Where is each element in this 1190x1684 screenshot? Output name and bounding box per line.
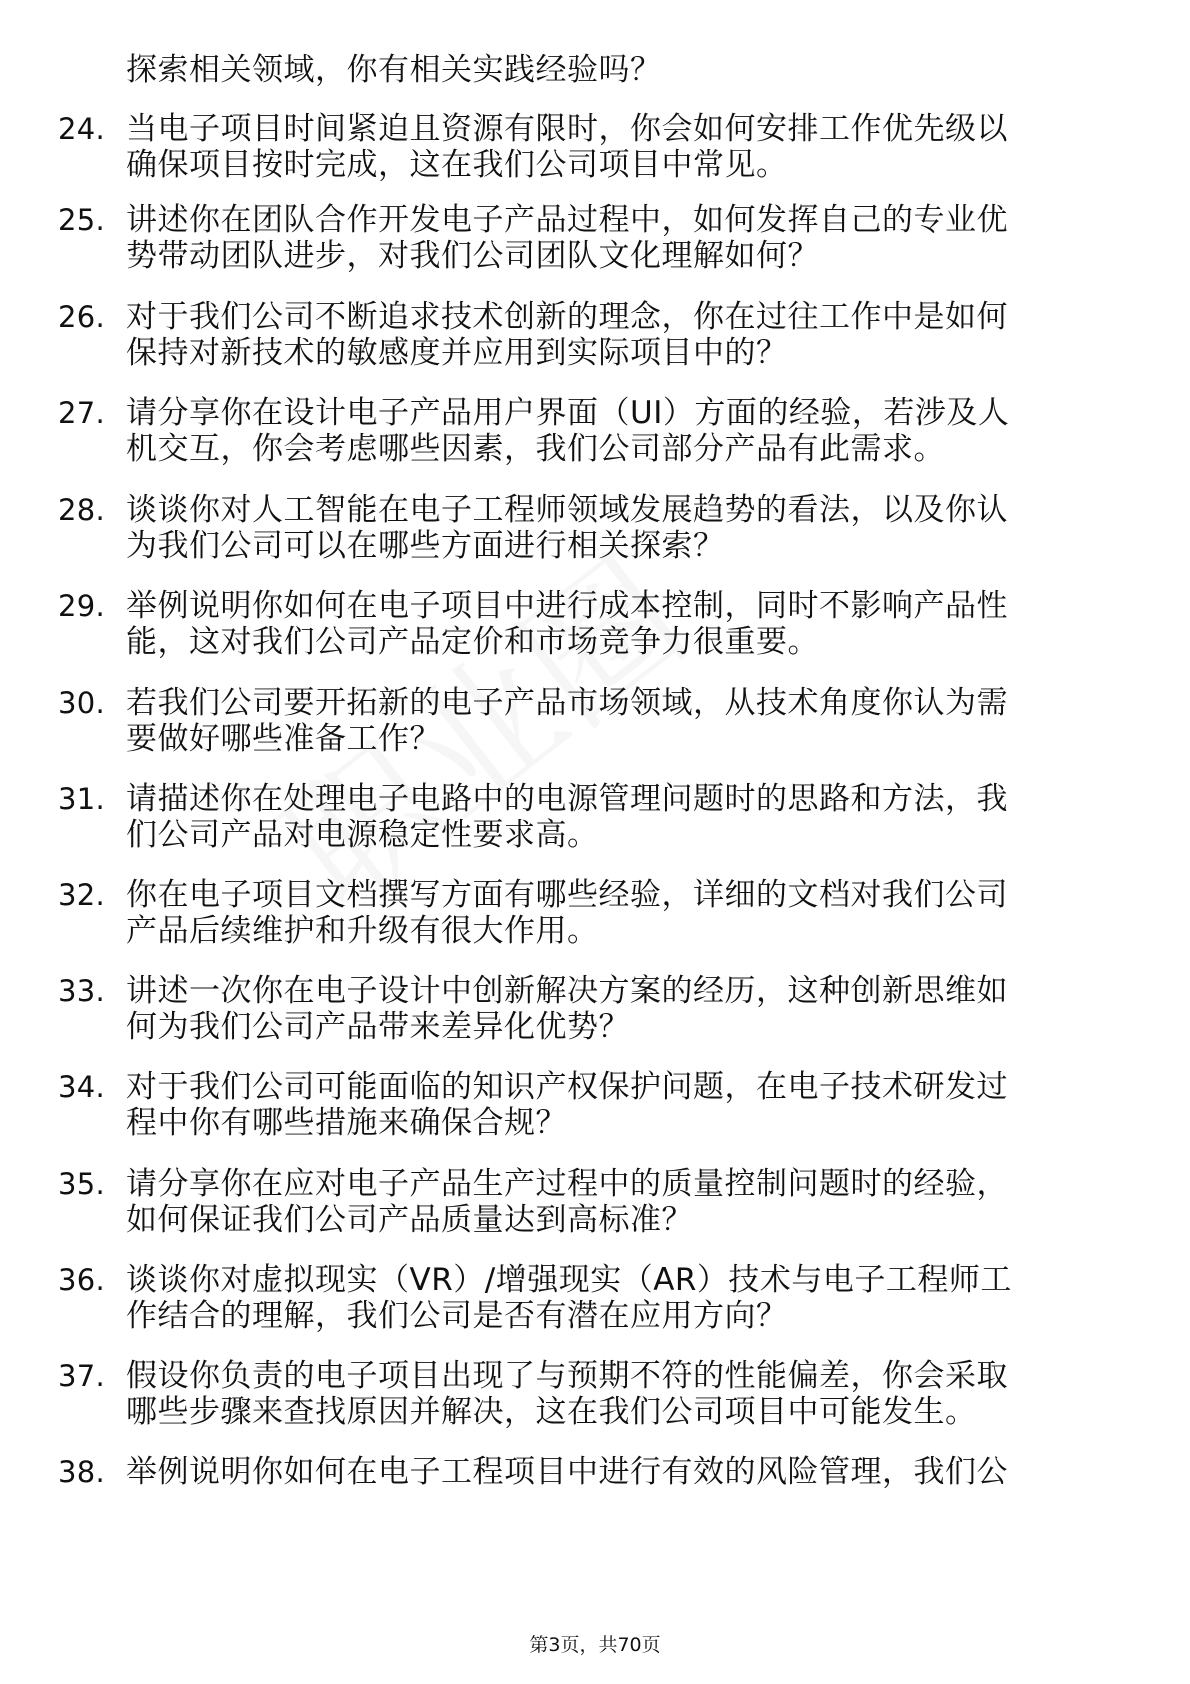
item-text-line: 如何保证我们公司产品质量达到高标准？: [126, 1202, 693, 1238]
item-number: 26.: [58, 300, 106, 334]
item-text-line: 作结合的理解，我们公司是否有潜在应用方向？: [126, 1298, 788, 1334]
item-text-line: 若我们公司要开拓新的电子产品市场领域，从技术角度你认为需: [126, 685, 1008, 721]
item-text-line: 举例说明你如何在电子项目中进行成本控制，同时不影响产品性: [126, 588, 1008, 624]
item-text-line: 举例说明你如何在电子工程项目中进行有效的风险管理，我们公: [126, 1454, 1008, 1490]
item-text-line: 势带动团队进步，对我们公司团队文化理解如何？: [126, 238, 819, 274]
item-text-line: 机交互，你会考虑哪些因素，我们公司部分产品有此需求。: [126, 431, 945, 467]
item-number: 33.: [58, 974, 106, 1008]
item-text-line: 确保项目按时完成，这在我们公司项目中常见。: [126, 147, 788, 183]
item-number: 36.: [58, 1263, 106, 1297]
item-text-line: 哪些步骤来查找原因并解决，这在我们公司项目中可能发生。: [126, 1394, 977, 1430]
page-footer: 第3页，共70页: [529, 1634, 661, 1656]
item-text-line: 请分享你在应对电子产品生产过程中的质量控制问题时的经验，: [126, 1166, 1008, 1202]
item-number: 31.: [58, 782, 106, 816]
item-number: 37.: [58, 1359, 106, 1393]
item-text-line: 对于我们公司可能面临的知识产权保护问题，在电子技术研发过: [126, 1069, 1008, 1105]
item-number: 34.: [58, 1070, 106, 1104]
item-text-line: 保持对新技术的敏感度并应用到实际项目中的？: [126, 335, 788, 371]
item-text-line: 讲述一次你在电子设计中创新解决方案的经历，这种创新思维如: [126, 973, 1008, 1009]
item-text-line: 能，这对我们公司产品定价和市场竞争力很重要。: [126, 624, 819, 660]
item-text-line: 要做好哪些准备工作？: [126, 721, 441, 757]
item-text-line: 程中你有哪些措施来确保合规？: [126, 1105, 567, 1141]
item-number: 35.: [58, 1167, 106, 1201]
item-text-line: 请分享你在设计电子产品用户界面（UI）方面的经验，若涉及人: [126, 395, 1010, 431]
item-text-line: 对于我们公司不断追求技术创新的理念，你在过往工作中是如何: [126, 299, 1008, 335]
item-number: 28.: [58, 493, 106, 527]
item-text-line: 谈谈你对人工智能在电子工程师领域发展趋势的看法，以及你认: [126, 492, 1008, 528]
item-number: 38.: [58, 1455, 106, 1489]
item-number: 24.: [58, 112, 106, 146]
item-text-line: 请描述你在处理电子电路中的电源管理问题时的思路和方法，我: [126, 781, 1008, 817]
item-number: 25.: [58, 203, 106, 237]
item-number: 32.: [58, 878, 106, 912]
item-text-line: 产品后续维护和升级有很大作用。: [126, 913, 599, 949]
continuation-line: 探索相关领域，你有相关实践经验吗？: [126, 52, 662, 88]
item-text-line: 何为我们公司产品带来差异化优势？: [126, 1009, 630, 1045]
item-text-line: 讲述你在团队合作开发电子产品过程中，如何发挥自己的专业优: [126, 202, 1008, 238]
item-number: 30.: [58, 686, 106, 720]
item-text-line: 为我们公司可以在哪些方面进行相关探索？: [126, 528, 725, 564]
item-text-line: 假设你负责的电子项目出现了与预期不符的性能偏差，你会采取: [126, 1358, 1008, 1394]
item-text-line: 们公司产品对电源稳定性要求高。: [126, 817, 599, 853]
item-number: 27.: [58, 396, 106, 430]
item-text-line: 当电子项目时间紧迫且资源有限时，你会如何安排工作优先级以: [126, 111, 1008, 147]
item-text-line: 你在电子项目文档撰写方面有哪些经验，详细的文档对我们公司: [126, 877, 1008, 913]
item-text-line: 谈谈你对虚拟现实（VR）/增强现实（AR）技术与电子工程师工: [126, 1262, 1012, 1298]
item-number: 29.: [58, 589, 106, 623]
